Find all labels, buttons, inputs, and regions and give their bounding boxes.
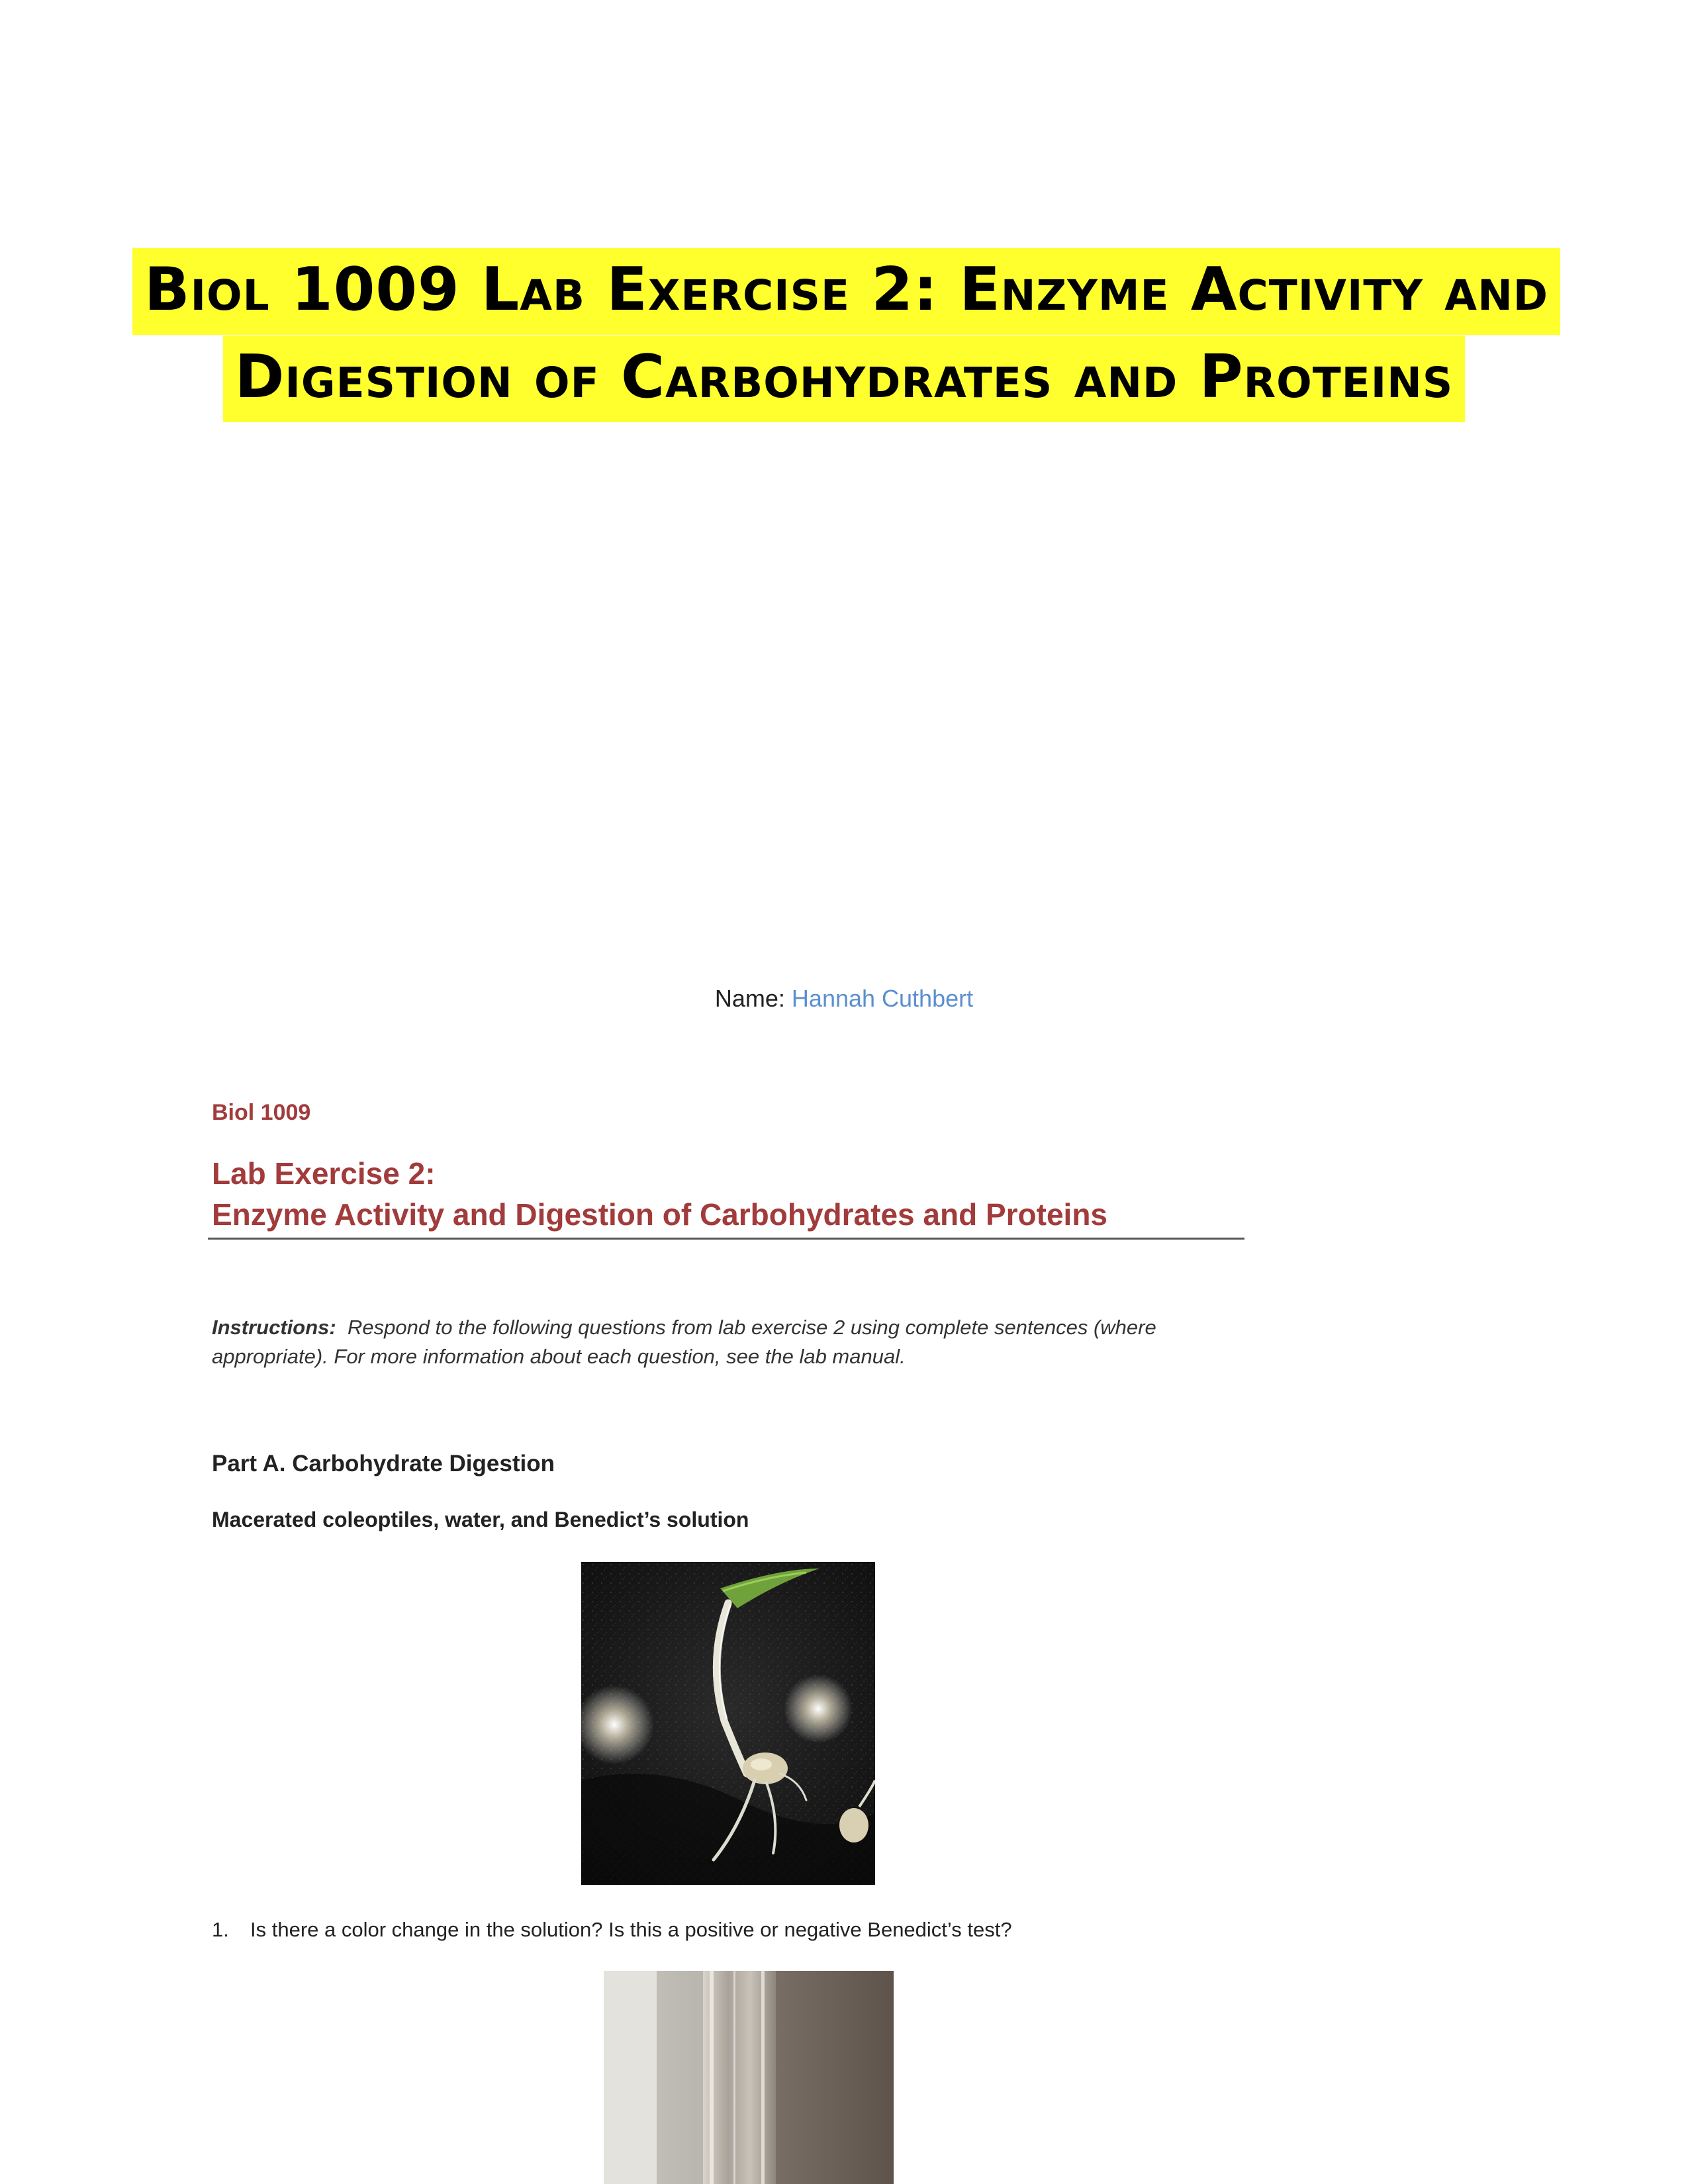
part-a-heading: Part A. Carbohydrate Digestion [212,1451,555,1477]
student-name-line [0,985,1688,1013]
question-text: Is there a color change in the solution? Is this a positive or negative Benedict’s test? [250,1918,1012,1941]
course-code: Biol 1009 [212,1100,311,1125]
name-label: Name: [714,985,785,1012]
lab-title-line-1: Lab Exercise 2: [212,1156,436,1191]
cover-title-text: Biol 1009 Lab Exercise 2: Enzyme Activity and Digestion of Carbohydrates and Proteins [132,248,1560,422]
title-divider [208,1238,1244,1240]
question-1 [212,1918,1012,1942]
lab-title [212,1153,1107,1235]
question-number: 1. [212,1918,229,1941]
seedling-photo [581,1562,875,1885]
name-value: Hannah Cuthbert [791,985,974,1012]
part-a-subheading: Macerated coleoptiles, water, and Benedict’s solution [212,1508,749,1531]
test-tube-photo [604,1971,894,2184]
instructions-label: Instructions: [212,1316,336,1339]
cover-title [132,246,1556,421]
instructions-text: Respond to the following questions from lab exercise 2 using complete sentences (where appropriate). For more information about each question, see the lab manual. [212,1316,1156,1368]
lab-title-line-2: Enzyme Activity and Digestion of Carbohydrates and Proteins [212,1197,1108,1232]
instructions [212,1313,1244,1371]
